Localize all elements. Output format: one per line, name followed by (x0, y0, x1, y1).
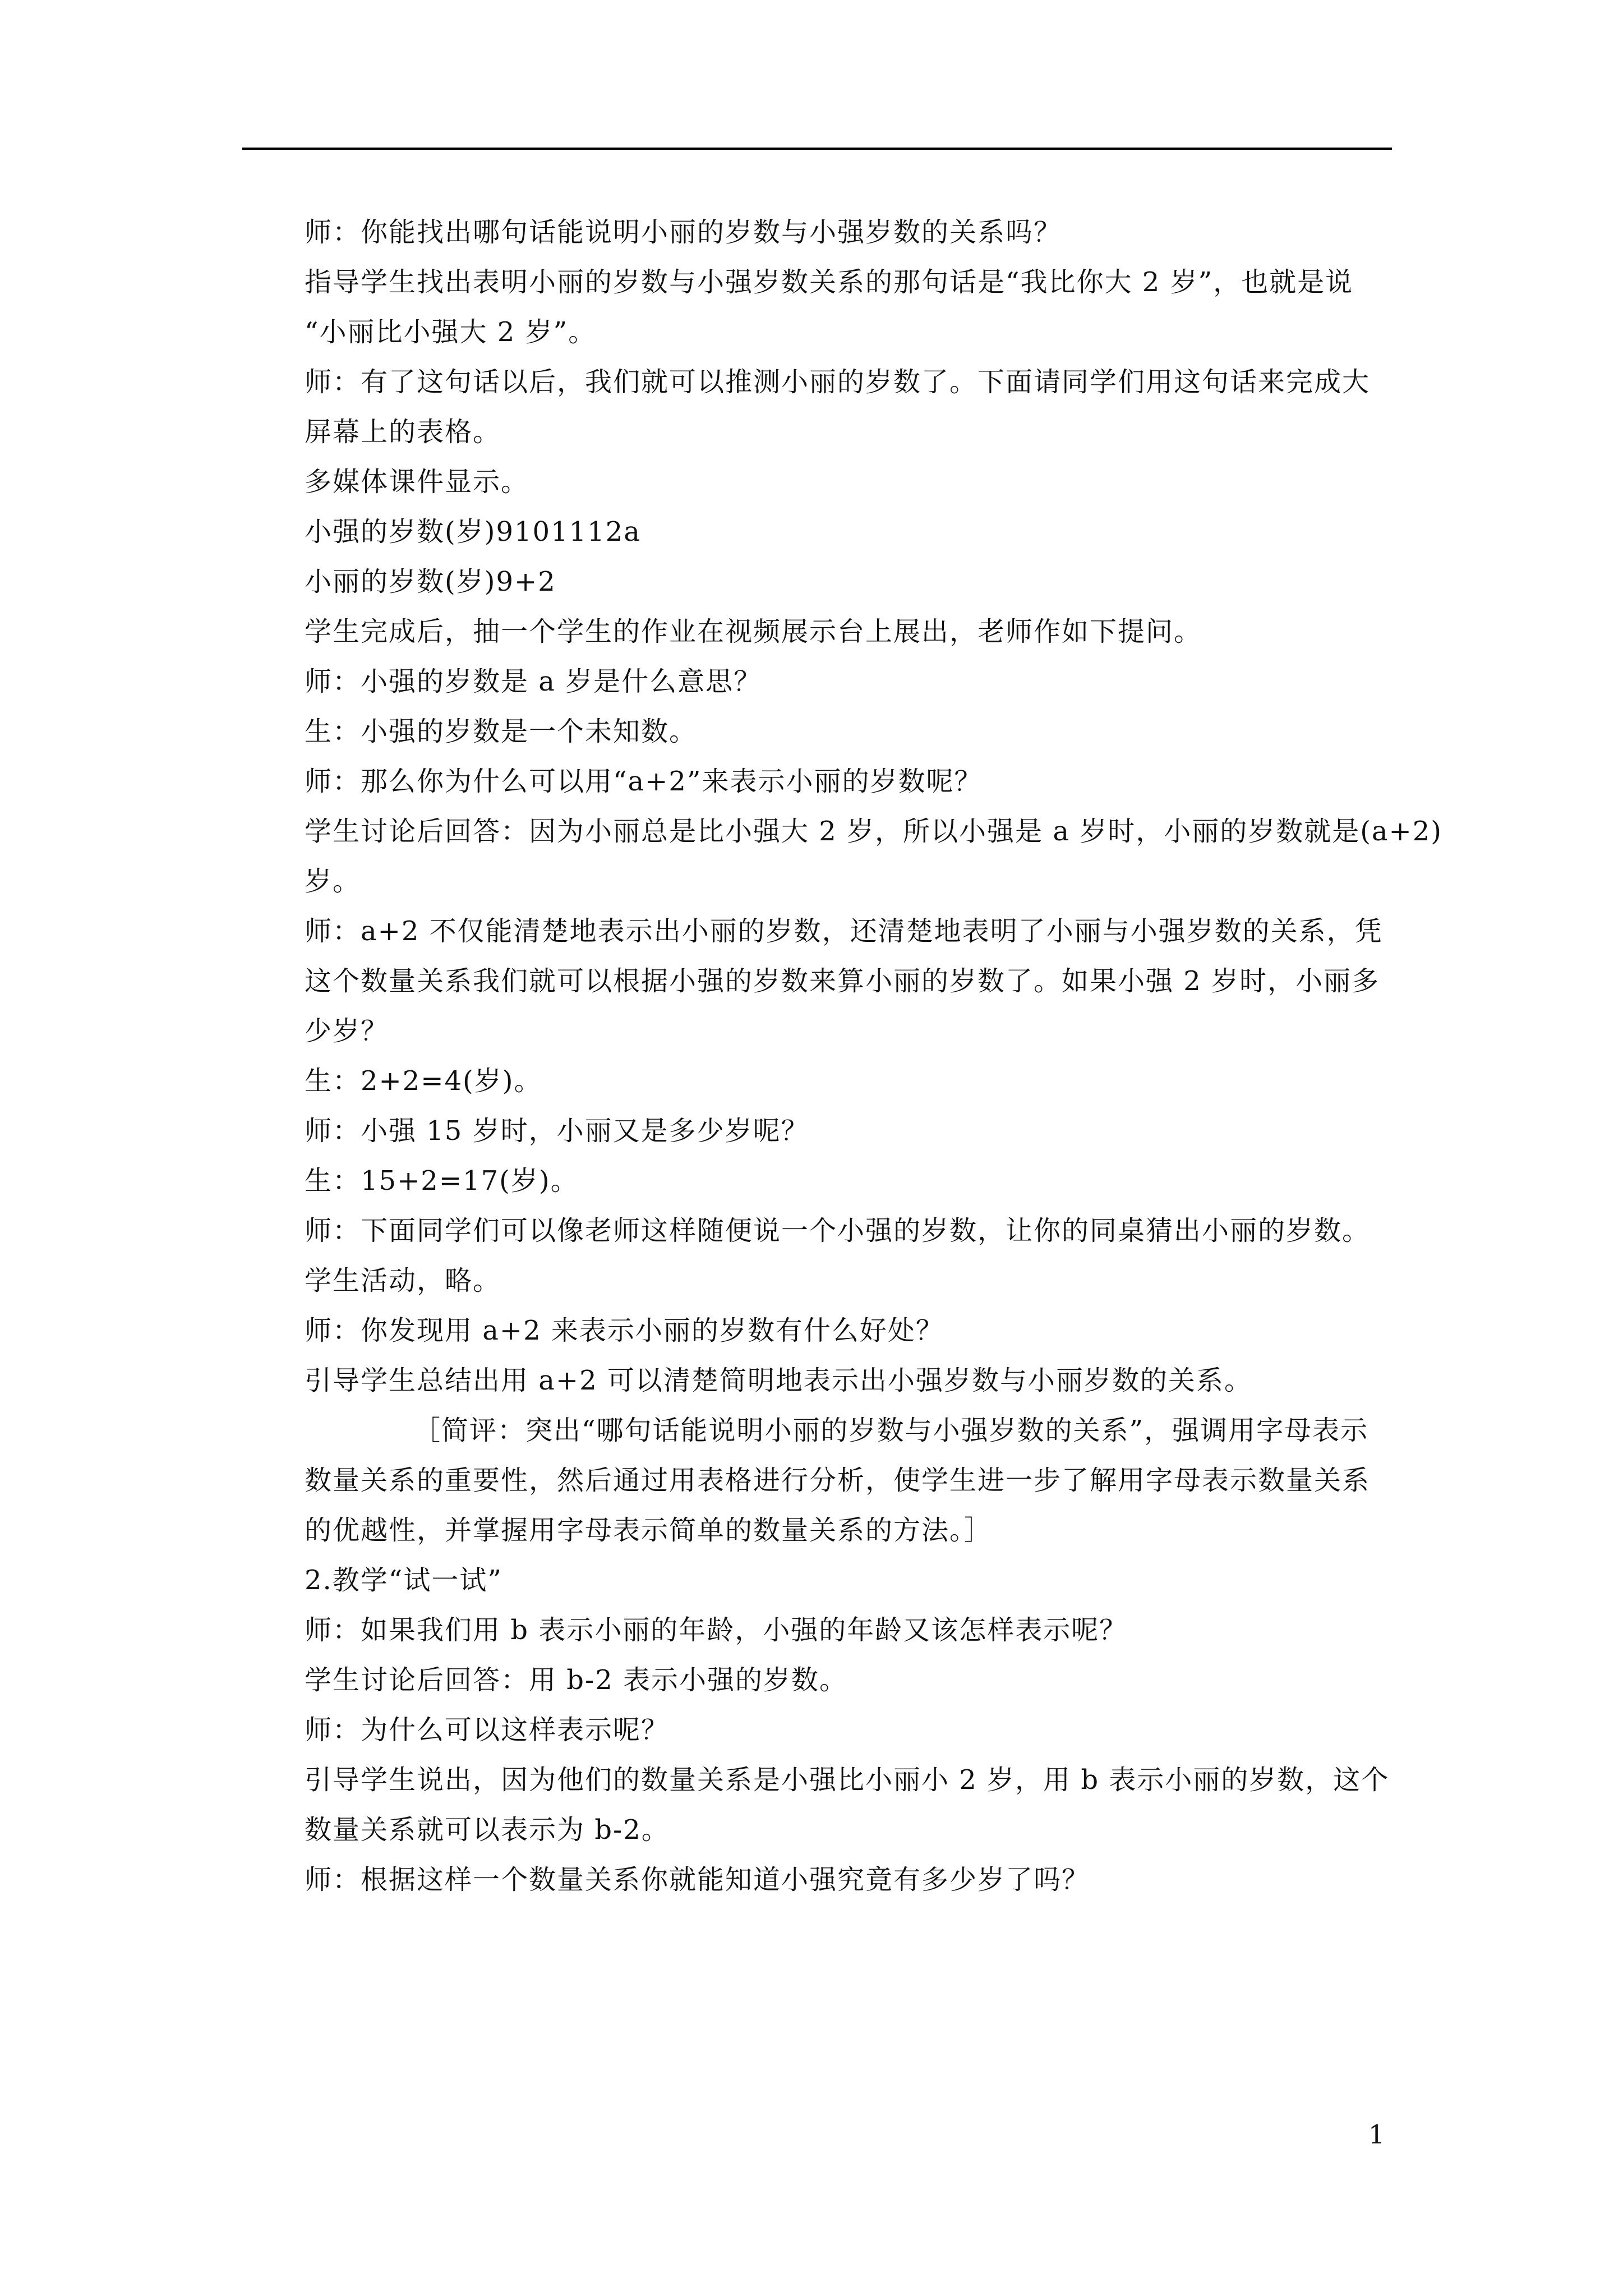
text-line: 生：小强的岁数是一个未知数。 (305, 716, 698, 747)
commentary-line: 数量关系的重要性，然后通过用表格进行分析，使学生进一步了解用字母表示数量关系 (305, 1465, 1371, 1496)
text-line: 引导学生说出，因为他们的数量关系是小强比小丽小 2 岁，用 b 表示小丽的岁数，这个 (305, 1764, 1390, 1796)
text-line: 师：那么你为什么可以用“a+2”来表示小丽的岁数呢？ (305, 766, 983, 797)
page-number: 1 (1368, 2119, 1385, 2150)
text-line: 师：根据这样一个数量关系你就能知道小强究竟有多少岁了吗？ (305, 1864, 1090, 1895)
table-row-xiaoli: 小丽的岁数(岁)9+2 (305, 566, 556, 597)
text-line: 师：你发现用 a+2 来表示小丽的岁数有什么好处？ (305, 1315, 944, 1346)
section-heading: 2.教学“试一试” (305, 1565, 502, 1596)
text-line: 师：小强 15 岁时，小丽又是多少岁呢？ (305, 1115, 809, 1147)
text-line: 师：下面同学们可以像老师这样随便说一个小强的岁数，让你的同桌猜出小丽的岁数。 (305, 1215, 1371, 1246)
text-line: “小丽比小强大 2 岁”。 (305, 316, 597, 348)
commentary-line: 的优越性，并掌握用字母表示简单的数量关系的方法。］ (305, 1515, 993, 1546)
text-line: 生：2+2=4(岁)。 (305, 1065, 542, 1097)
document-body (305, 208, 1443, 1905)
text-line: 师：小强的岁数是 a 岁是什么意思？ (305, 666, 762, 697)
text-line: 师：为什么可以这样表示呢？ (305, 1714, 670, 1746)
text-line: 生：15+2=17(岁)。 (305, 1165, 579, 1197)
header-rule (242, 148, 1392, 150)
text-line: 师：你能找出哪句话能说明小丽的岁数与小强岁数的关系吗？ (305, 217, 1062, 248)
text-line: 学生讨论后回答：因为小丽总是比小强大 2 岁，所以小强是 a 岁时，小丽的岁数就是(a+2) (305, 816, 1443, 847)
text-line: 多媒体课件显示。 (305, 466, 529, 498)
text-line: 师：有了这句话以后，我们就可以推测小丽的岁数了。下面请同学们用这句话来完成大 (305, 366, 1371, 398)
text-line: 这个数量关系我们就可以根据小强的岁数来算小丽的岁数了。如果小强 2 岁时，小丽多 (305, 965, 1380, 997)
text-line: 学生讨论后回答：用 b-2 表示小强的岁数。 (305, 1664, 848, 1696)
text-line: 师：如果我们用 b 表示小丽的年龄，小强的年龄又该怎样表示呢？ (305, 1614, 1128, 1646)
text-line: 学生活动，略。 (305, 1265, 501, 1296)
text-line: 指导学生找出表明小丽的岁数与小强岁数关系的那句话是“我比你大 2 岁”，也就是说 (305, 266, 1354, 298)
text-line: 数量关系就可以表示为 b-2。 (305, 1814, 670, 1846)
text-line: 岁。 (305, 866, 361, 897)
text-line: 少岁？ (305, 1015, 389, 1047)
text-line: 屏幕上的表格。 (305, 416, 501, 448)
table-row-xiaoqiang: 小强的岁数(岁)9101112a (305, 516, 641, 547)
text-line: 师：a+2 不仅能清楚地表示出小丽的岁数，还清楚地表明了小丽与小强岁数的关系，凭 (305, 915, 1383, 947)
text-line: 学生完成后，抽一个学生的作业在视频展示台上展出，老师作如下提问。 (305, 616, 1202, 647)
text-line: 引导学生总结出用 a+2 可以清楚简明地表示出小强岁数与小丽岁数的关系。 (305, 1365, 1252, 1396)
commentary-line: ［简评：突出“哪句话能说明小丽的岁数与小强岁数的关系”，强调用字母表示 (413, 1415, 1369, 1446)
